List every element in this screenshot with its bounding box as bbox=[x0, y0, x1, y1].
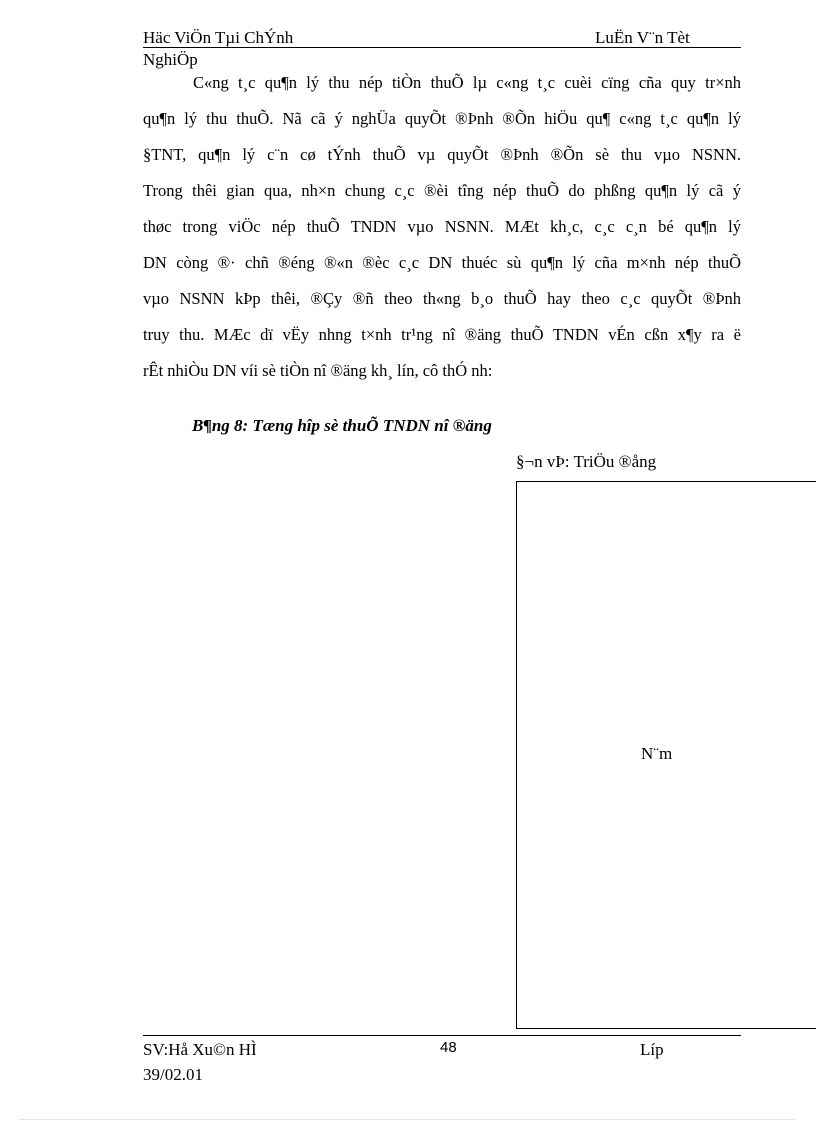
table-column-header-year: N¨m bbox=[641, 744, 673, 763]
table-unit: §¬n vÞ: TriÖu ®ång bbox=[516, 452, 657, 471]
footer-student: SV:Hå Xu©n HÌ bbox=[143, 1040, 257, 1059]
page-edge-divider bbox=[20, 1119, 796, 1120]
body-line: rÊt nhiÒu DN víi sè tiÒn nî ®äng kh¸ lín, cô thÓ nh: bbox=[143, 361, 493, 380]
body-line: thøc trong viÖc nép thuÕ TNDN vµo NSNN. MÆt kh¸c, c¸c c¸n bé qu¶n lý bbox=[143, 217, 741, 236]
footer-class-code: 39/02.01 bbox=[143, 1065, 203, 1084]
header-institution: Häc ViÖn Tµi ChÝnh bbox=[143, 28, 294, 47]
header-continuation: NghiÖp bbox=[143, 50, 198, 69]
body-line: vµo NSNN kÞp thêi, ®Çy ®ñ theo th«ng b¸o thuÕ hay theo c¸c quyÕt ®Þnh bbox=[143, 289, 741, 308]
body-line: Trong thêi gian qua, nh×n chung c¸c ®èi tîng nép thuÕ do phßng qu¶n lý cã ý bbox=[143, 181, 741, 200]
table-caption: B¶ng 8: Tæng hîp sè thuÕ TNDN nî ®äng bbox=[192, 416, 492, 435]
body-line: C«ng t¸c qu¶n lý thu nép tiÒn thuÕ lµ c«ng t¸c cuèi cïng cña quy tr×nh bbox=[193, 73, 741, 92]
body-line: truy thu. MÆc dï vËy nhng t×nh tr¹ng nî ®äng thuÕ TNDN vÉn cßn x¶y ra ë bbox=[143, 325, 741, 344]
footer-class-label: Líp bbox=[640, 1040, 664, 1059]
body-line: DN còng ®· chñ ®éng ®«n ®èc c¸c DN thuéc sù qu¶n lý cña m×nh nép thuÕ bbox=[143, 253, 741, 272]
page-number: 48 bbox=[440, 1039, 457, 1056]
body-line: qu¶n lý thu thuÕ. Nã cã ý nghÜa quyÕt ®Þnh ®Õn hiÖu qu¶ c«ng t¸c qu¶n lý bbox=[143, 109, 741, 128]
body-paragraph bbox=[143, 65, 741, 389]
header-document-type: LuËn V¨n Tèt bbox=[595, 28, 690, 47]
header-rule bbox=[143, 47, 741, 48]
table-frame bbox=[516, 481, 816, 1029]
body-line: §TNT, qu¶n lý c¨n cø tÝnh thuÕ vµ quyÕt ®Þnh ®Õn sè thu vµo NSNN. bbox=[143, 145, 741, 164]
